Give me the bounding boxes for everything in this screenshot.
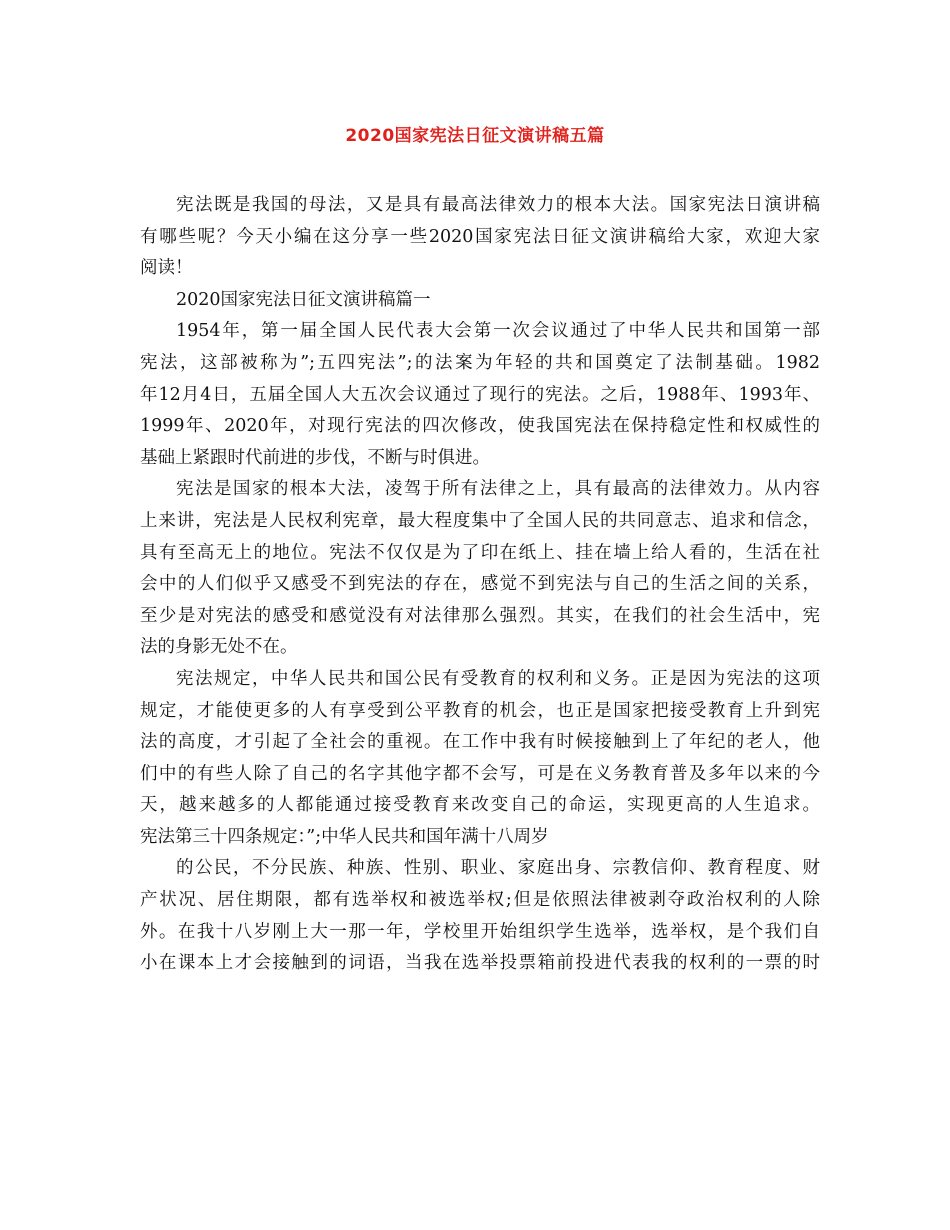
text-line: 基础上紧跟时代前进的步伐，不断与时俱进。 xyxy=(140,447,490,468)
text-line: 2020国家宪法日征文演讲稿篇一 xyxy=(176,289,431,310)
paragraph-election xyxy=(140,853,820,979)
paragraph-1954 xyxy=(140,316,820,474)
text-line: 1999年、2020年，对现行宪法的四次修改，使我国宪法在保持稳定性和权威性的 xyxy=(140,416,820,437)
text-line: 法的身影无处不在。 xyxy=(140,637,298,658)
text-line: 1954年，第一届全国人民代表大会第一次会议通过了中华人民共和国第一部 xyxy=(176,321,820,342)
text-line: 天，越来越多的人都能通过接受教育来改变自己的命运，实现更高的人生追求。 xyxy=(140,795,820,816)
text-line: 宪法，这部被称为”;五四宪法”;的法案为年轻的共和国奠定了法制基础。1982 xyxy=(140,352,820,373)
section-heading xyxy=(140,285,820,317)
text-line: 宪法规定，中华人民共和国公民有受教育的权利和义务。正是因为宪法的这项 xyxy=(176,668,820,689)
text-line: 宪法是国家的根本大法，凌驾于所有法律之上，具有最高的法律效力。从内容 xyxy=(176,479,820,500)
paragraph-fundamental-law xyxy=(140,474,820,664)
text-line: 规定，才能使更多的人有享受到公平教育的机会，也正是国家把接受教育上升到宪 xyxy=(140,700,820,721)
text-line: 产状况、居住期限，都有选举权和被选举权;但是依照法律被剥夺政治权利的人除 xyxy=(140,890,820,911)
text-line: 小在课本上才会接触到的词语，当我在选举投票箱前投进代表我的权利的一票的时 xyxy=(140,953,820,974)
text-line: 至少是对宪法的感受和感觉没有对法律那么强烈。其实，在我们的社会生活中，宪 xyxy=(140,605,820,626)
text-line: 年12月4日，五届全国人大五次会议通过了现行的宪法。之后，1988年、1993年、 xyxy=(140,384,820,405)
text-line: 外。在我十八岁刚上大一那一年，学校里开始组织学生选举，选举权，是个我们自 xyxy=(140,921,820,942)
text-line: 具有至高无上的地位。宪法不仅仅是为了印在纸上、挂在墙上给人看的，生活在社 xyxy=(140,542,820,563)
document-body xyxy=(140,190,820,980)
text-line: 法的高度，才引起了全社会的重视。在工作中我有时候接触到上了年纪的老人，他 xyxy=(140,732,820,753)
text-line: 宪法既是我国的母法，又是具有最高法律效力的根本大法。国家宪法日演讲稿 xyxy=(176,195,820,215)
text-line: 有哪些呢？今天小编在这分享一些2020国家宪法日征文演讲稿给大家，欢迎大家 xyxy=(140,226,820,247)
text-line: 阅读！ xyxy=(140,258,193,279)
text-line: 的公民，不分民族、种族、性别、职业、家庭出身、宗教信仰、教育程度、财 xyxy=(176,858,820,879)
text-line: 们中的有些人除了自己的名字其他字都不会写，可是在义务教育普及多年以来的今 xyxy=(140,763,820,784)
text-line: 会中的人们似乎又感受不到宪法的存在，感觉不到宪法与自己的生活之间的关系， xyxy=(140,574,820,595)
text-line: 宪法第三十四条规定：”;中华人民共和国年满十八周岁 xyxy=(140,826,549,847)
text-line: 上来讲，宪法是人民权利宪章，最大程度集中了全国人民的共同意志、追求和信念， xyxy=(140,510,820,531)
document-title: 2020国家宪法日征文演讲稿五篇 xyxy=(345,126,605,146)
paragraph-education xyxy=(140,664,820,854)
paragraph-intro xyxy=(140,190,820,285)
